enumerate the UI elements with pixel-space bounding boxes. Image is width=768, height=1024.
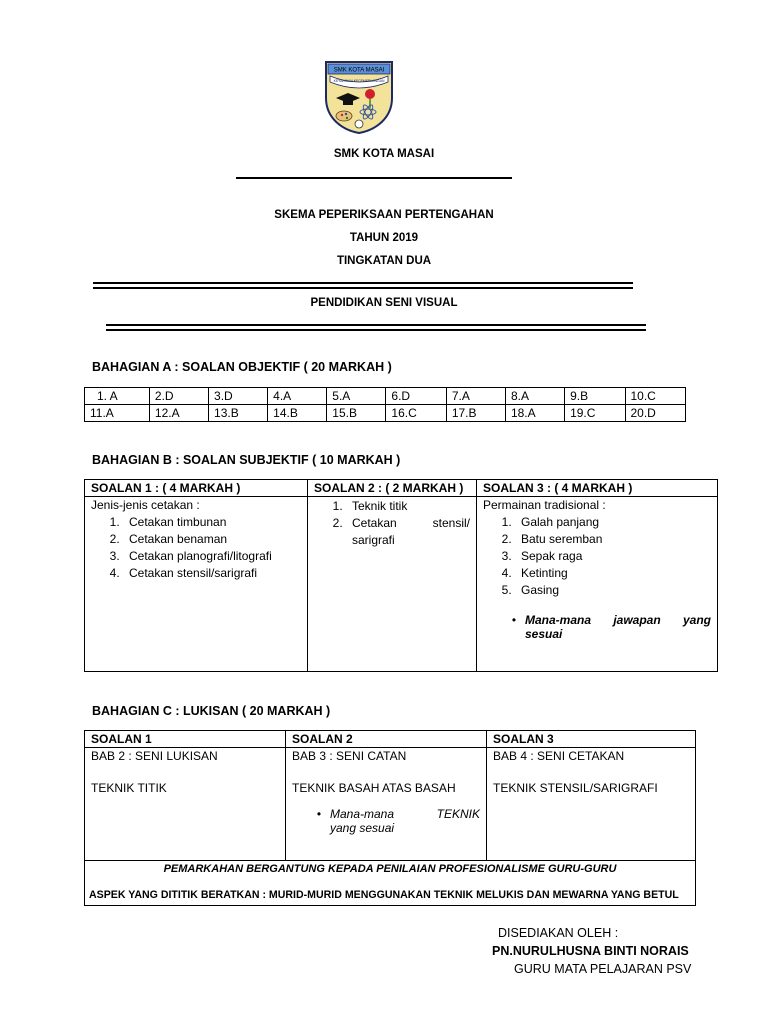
marking-note-line2: ASPEK YANG DITITIK BERATKAN : MURID-MURID MENGGUNAKAN TEKNIK MELUKIS DAN MEWARNA YANG BETUL xyxy=(89,889,679,901)
divider xyxy=(236,177,512,179)
c-q1-technique: TEKNIK TITIK xyxy=(91,781,167,795)
list-item: 2. Batu seremban xyxy=(515,531,711,548)
list-item: 2. Cetakan benaman xyxy=(123,531,301,548)
exam-year: TAHUN 2019 xyxy=(349,232,419,244)
answer-cell: 11.A xyxy=(85,405,150,422)
c-q2-chapter: BAB 3 : SENI CATAN xyxy=(292,749,407,763)
answer-cell: 8.A xyxy=(505,388,564,405)
q1-header: SOALAN 1 : ( 4 MARKAH ) xyxy=(85,480,308,497)
q3-note-word: jawapan xyxy=(613,613,661,627)
q2-list xyxy=(314,498,470,549)
subjective-answer-table xyxy=(84,479,718,672)
school-name: SMK KOTA MASAI xyxy=(333,148,435,160)
document-title: SKEMA PEPERIKSAAN PERTENGAHAN xyxy=(274,209,494,221)
q1-answer xyxy=(85,497,308,672)
answer-cell: 5.A xyxy=(327,388,386,405)
q3-note-word: Mana-mana xyxy=(525,613,592,627)
section-c-heading: BAHAGIAN C : LUKISAN ( 20 MARKAH ) xyxy=(92,704,331,718)
answer-cell: 7.A xyxy=(446,388,505,405)
q3-note-word: sesuai xyxy=(525,627,563,641)
logo-banner-text: SMK KOTA MASAI xyxy=(333,67,385,74)
table-row xyxy=(85,405,686,422)
table-footer-row xyxy=(85,861,696,906)
form-level: TINGKATAN DUA xyxy=(336,255,432,267)
section-b-heading: BAHAGIAN B : SOALAN SUBJEKTIF ( 10 MARKAH ) xyxy=(92,453,401,467)
list-item: 3. Sepak raga xyxy=(515,548,711,565)
list-item: 5. Gasing xyxy=(515,582,711,599)
section-a-heading: BAHAGIAN A : SOALAN OBJEKTIF ( 20 MARKAH ) xyxy=(92,360,392,374)
c-q2-note-word: yang sesuai xyxy=(330,821,395,835)
c-q1-header: SOALAN 1 xyxy=(85,731,286,748)
list-item: 1. Cetakan timbunan xyxy=(123,514,301,531)
c-q2-note xyxy=(292,807,480,835)
answer-cell: 16.C xyxy=(386,405,446,422)
c-q3-chapter: BAB 4 : SENI CETAKAN xyxy=(493,749,625,763)
c-q1-chapter: BAB 2 : SENI LUKISAN xyxy=(91,749,218,763)
answer-cell: 14.B xyxy=(268,405,327,422)
list-item: 4. Ketinting xyxy=(515,565,711,582)
c-q2-note-word: Mana-mana xyxy=(330,807,395,821)
q3-answer xyxy=(477,497,718,672)
list-item: 3. Cetakan planografi/litografi xyxy=(123,548,301,565)
answer-cell: 20.D xyxy=(625,405,686,422)
table-row xyxy=(85,748,696,861)
answer-cell: 6.D xyxy=(386,388,446,405)
answer-cell: 4.A xyxy=(268,388,327,405)
drawing-answer-table xyxy=(84,730,696,906)
answer-cell: 3.D xyxy=(209,388,268,405)
answer-cell: 19.C xyxy=(565,405,625,422)
prepared-by-label: DISEDIAKAN OLEH : xyxy=(498,926,619,940)
answer-cell: 15.B xyxy=(327,405,386,422)
preparer-name: PN.NURULHUSNA BINTI NORAIS xyxy=(492,944,689,958)
q2-header: SOALAN 2 : ( 2 MARKAH ) xyxy=(308,480,477,497)
q3-list xyxy=(483,514,711,599)
answer-cell: 12.A xyxy=(149,405,208,422)
c-q2-answer xyxy=(286,748,487,861)
answer-cell: 17.B xyxy=(446,405,505,422)
logo-motto-text: KEYAKINAN KECEMERLANGAN xyxy=(333,79,385,83)
subject-title: PENDIDIKAN SENI VISUAL xyxy=(310,297,458,309)
table-row xyxy=(85,388,686,405)
c-q2-header: SOALAN 2 xyxy=(286,731,487,748)
q2-item2-word: 2. Cetakan xyxy=(352,516,397,530)
answer-cell: 18.A xyxy=(505,405,564,422)
c-q3-answer xyxy=(487,748,696,861)
answer-cell: 1. A xyxy=(85,388,150,405)
school-logo xyxy=(322,58,396,134)
list-item xyxy=(346,515,470,549)
q3-header: SOALAN 3 : ( 4 MARKAH ) xyxy=(477,480,718,497)
double-divider xyxy=(93,282,633,289)
q2-item2-word: stensil/ xyxy=(432,516,470,530)
q1-list xyxy=(91,514,301,582)
table-header-row xyxy=(85,731,696,748)
bullet-icon: • xyxy=(316,807,322,821)
answer-cell: 13.B xyxy=(209,405,268,422)
c-q1-answer xyxy=(85,748,286,861)
marking-note xyxy=(85,861,696,906)
q3-note-word: yang xyxy=(682,613,711,627)
q2-item2-word: sarigrafi xyxy=(352,533,395,547)
c-q2-technique: TEKNIK BASAH ATAS BASAH xyxy=(292,781,456,795)
bullet-icon: • xyxy=(511,613,517,627)
double-divider xyxy=(106,324,646,331)
list-item: 4. Cetakan stensil/sarigrafi xyxy=(123,565,301,582)
q1-intro: Jenis-jenis cetakan : xyxy=(91,498,200,512)
marking-note-line1: PEMARKAHAN BERGANTUNG KEPADA PENILAIAN PROFESIONALISME GURU-GURU xyxy=(163,863,617,875)
list-item: 1. Teknik titik xyxy=(346,498,470,515)
answer-cell: 10.C xyxy=(625,388,686,405)
q3-note xyxy=(483,613,711,641)
answer-cell: 2.D xyxy=(149,388,208,405)
c-q2-note-word: TEKNIK xyxy=(436,807,480,821)
c-q3-technique: TEKNIK STENSIL/SARIGRAFI xyxy=(493,781,658,795)
list-item: 1. Galah panjang xyxy=(515,514,711,531)
table-header-row xyxy=(85,480,718,497)
table-row xyxy=(85,497,718,672)
preparer-role: GURU MATA PELAJARAN PSV xyxy=(514,962,692,976)
answer-cell: 9.B xyxy=(565,388,625,405)
q3-intro: Permainan tradisional : xyxy=(483,498,606,512)
q2-answer xyxy=(308,497,477,672)
objective-answer-table xyxy=(84,387,686,422)
c-q3-header: SOALAN 3 xyxy=(487,731,696,748)
